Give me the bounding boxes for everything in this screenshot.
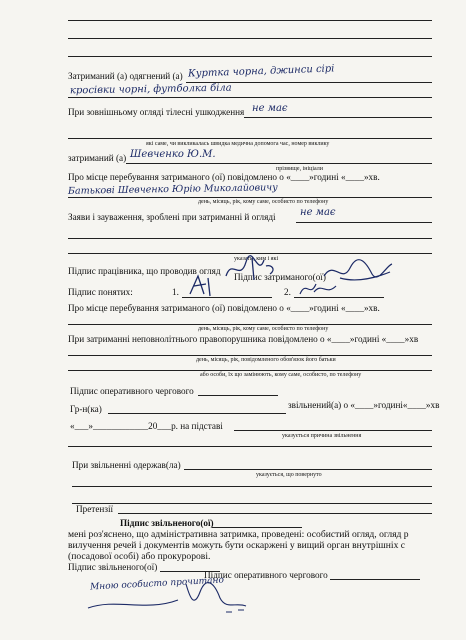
by-whom-caption: указати, ким і які — [234, 256, 279, 262]
officer-signature-label: Підпис працівника, що проводив огляд — [68, 266, 221, 276]
injuries-caption: які саме, чи викликалась швидка медична допомога час, номер виклику — [146, 141, 330, 147]
clothing-line-2 — [68, 97, 432, 98]
injuries-line — [68, 138, 432, 139]
statements-line-2 — [68, 238, 432, 239]
minor-label: При затриманні неповнолітнього правопорушника повідомлено о «____»годині «____»хв — [68, 334, 419, 344]
released-signature-heading: Підпис звільненого(ої) — [120, 518, 214, 528]
release-reason-line-2 — [68, 446, 432, 447]
statements-handwriting: не має — [300, 207, 336, 218]
duty-officer-signature-line — [198, 395, 278, 396]
location-notified-line — [68, 197, 432, 198]
witness-1-number: 1. — [172, 287, 179, 297]
location-notified-label: Про місце перебування затриманого (ої) повідомлено о «____»годині «____»хв. — [68, 172, 380, 182]
detained-clothing-handwriting-2: кросівки чорні, футболка біла — [69, 82, 232, 97]
detained-name-handwriting: Шевченко Ю.М. — [130, 149, 216, 160]
duty-officer-signature-2-label: Підпис оперативного чергового — [204, 570, 328, 580]
minor-caption: день, місяць, рік, повідомленого обов'язок його батьки — [196, 357, 336, 363]
date-caption-1: день, місяць, рік, кому саме, особисто по телефону — [198, 199, 329, 205]
location-notified-2-label: Про місце перебування затриманого (ої) повідомлено о «____»годині «____»хв. — [68, 303, 380, 313]
detained-name-label: затриманий (а) — [68, 153, 127, 163]
top-line-2 — [68, 38, 432, 39]
upon-release-line-3 — [72, 503, 432, 504]
bottom-handwriting: Мною особисто прочитано — [89, 575, 225, 593]
detained-name-line — [126, 163, 432, 164]
officer-signature-scribble — [222, 254, 282, 284]
released-label: звільнений(а) о «____»годині«____»хв — [288, 400, 440, 410]
upon-release-label: При звільненні одержав(ла) — [72, 460, 181, 470]
witnesses-label: Підпис понятих: — [68, 287, 133, 297]
explanation-text-3: (посадової особі) або прокуророві. — [68, 551, 211, 562]
witness-2-number: 2. — [284, 287, 291, 297]
minor-line-1 — [68, 355, 432, 356]
date-basis-label: «___»____________20___р. на підставі — [70, 421, 223, 431]
detained-clothing-label: Затриманий (а) одягнений (а) — [68, 71, 183, 81]
minor-line-2 — [68, 370, 432, 371]
external-exam-label: При зовнішньому огляді тілесні ушкодження — [68, 107, 245, 117]
release-reason-caption: указується причина звільнення — [282, 433, 362, 439]
explanation-text-2: вилучення речей і документів можуть бути оскаржені у вищий орган внутрішніх с — [68, 540, 406, 551]
location-notified-handwriting: Батькові Шевченко Юрію Миколайовичу — [67, 182, 278, 197]
upon-release-line-2 — [72, 486, 432, 487]
citizen-name-line — [108, 413, 286, 414]
claims-line — [118, 513, 432, 514]
statements-label: Заяви і зауваження, зроблені при затриманні й огляді — [68, 212, 276, 222]
release-reason-line — [234, 430, 432, 431]
duty-officer-signature-label: Підпис оперативного чергового — [70, 386, 194, 396]
released-signature-heading-line — [212, 527, 302, 528]
duty-officer-signature-2-line — [330, 579, 420, 580]
claims-label: Претензії — [76, 504, 114, 514]
returned-caption: указується, що повернуто — [256, 472, 322, 478]
top-line-1 — [68, 20, 432, 21]
detainee-signature-label: Підпис затриманого(ої) — [234, 272, 326, 282]
location-notified-2-line — [68, 324, 432, 325]
date-caption-2: день, місяць, рік, кому саме, особисто по телефону — [198, 326, 329, 332]
released-signature-label: Підпис звільненого(ої) — [68, 562, 158, 572]
detained-clothing-handwriting-1: Куртка чорна, джинси сірі — [187, 63, 335, 80]
witness-1-signature — [186, 272, 216, 298]
top-line-3 — [68, 56, 432, 57]
citizen-label: Гр-н(ка) — [70, 404, 102, 414]
bottom-signature-scribble — [86, 578, 256, 618]
external-exam-line — [244, 117, 432, 118]
statements-line-1 — [296, 222, 432, 223]
explanation-text-1: мені роз'яснено, що адміністративна затримка, проведені: особистий огляд, огляд р — [68, 529, 409, 540]
replacement-caption: або особи, їх що замінюють, кому саме, особисто, по телефону — [200, 372, 362, 378]
surname-caption: прізвище, ініціали — [276, 166, 323, 172]
upon-release-line-1 — [184, 469, 432, 470]
external-exam-handwriting: не має — [252, 103, 288, 114]
witness-2-signature — [296, 278, 340, 300]
